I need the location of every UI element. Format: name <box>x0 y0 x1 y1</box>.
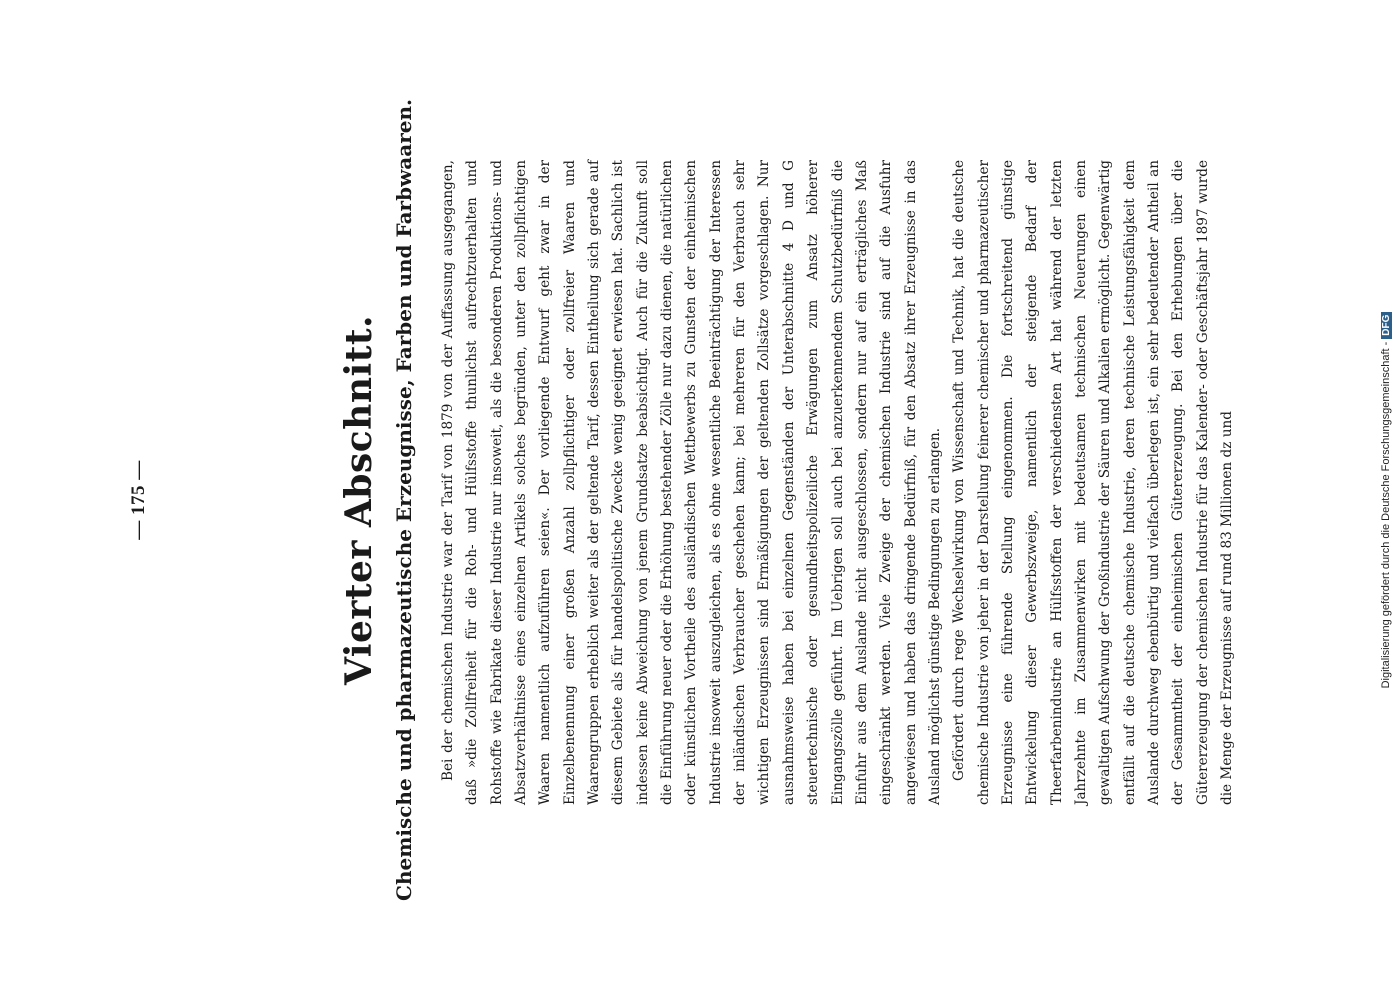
credit-text: Digitalisierung gefördert durch die Deutsche Forschungsgemeinschaft - <box>1380 341 1392 689</box>
section-subtitle: Chemische und pharmazeutische Erzeugnisse, Farben und Farbwaaren. <box>392 99 416 901</box>
dfg-logo: DFG <box>1381 312 1392 339</box>
paragraph: Gefördert durch rege Wechselwirkung von Wissenschaft und Technik, hat die deutsche chemische Industrie von jeher in der Darstellung feinerer chemischer und pharmazeutischer Erzeugnisse eine führende Stellung eingenommen. Die fortschreitend günstige Entwickelung dieser Gewerbszweige, namentlich der steigende Bedarf der Theerfarbenindustrie an Hülfsstoffen der verschiedensten Art hat während der letzten Jahrzehnte im Zusammenwirken mit bedeutsamen technischen Neuerungen einen gewaltigen Aufschwung der Großindustrie der Säuren und Alkalien ermöglicht. Gegenwärtig entfällt auf die deutsche chemische Industrie, deren technische Leistungsfähigkeit dem Auslande durchweg ebenbürtig und vielfach überlegen ist, ein sehr bedeutender Antheil an der Gesammtheit der einheimischen Gütererzeugung. Bei den Erhebungen über die Gütererzeugung der chemischen Industrie für das Kalender- oder Geschäftsjahr 1897 wurde die Menge der Erzeugnisse auf rund 83 Millionen dz und <box>951 160 1235 805</box>
paragraph: Bei der chemischen Industrie war der Tarif von 1879 von der Auffassung ausgegangen, daß »die Zollfreiheit für die Roh- und Hülfsstoffe thunlichst aufrechtzuerhalten und Rohstoffe wie Fabrikate dieser Industrie nur insoweit, als die besonderen Produktions- und Absatzverhältnisse eines einzelnen Artikels solches begründen, unter den zollpflichtigen Waaren namentlich aufzuführen seien«. Der vorliegende Entwurf geht zwar in der Einzelbenennung einer großen Anzahl zollpflichtiger oder zollfreier Waaren und Waarengruppen erheblich weiter als der geltende Tarif, dessen Eintheilung sich gerade auf diesem Gebiete als für handelspolitische Zwecke wenig geeignet erwiesen hat. Sachlich ist indessen keine Abweichung von jenem Grundsatze beabsichtigt. Auch für die Zukunft soll die Einführung neuer oder die Erhöhung bestehender Zölle nur dazu dienen, die natürlichen oder künstlichen Vortheile des ausländischen Wettbewerbs zu Gunsten der einheimischen Industrie insoweit auszugleichen, als es ohne wesentliche Beeinträchtigung der Interessen der inländischen Verbraucher geschehen kann; bei mehreren für den Verbrauch sehr wichtigen Erzeugnissen sind Ermäßigungen der geltenden Zollsätze vorgeschlagen. Nur ausnahmsweise haben bei einzelnen Gegenständen der Unterabschnitte 4 D und G steuertechnische oder gesundheitspolizeiliche Erwägungen zum Ansatz höherer Eingangszölle geführt. Im Uebrigen soll auch bei anzuerkennendem Schutzbedürfniß die Einfuhr aus dem Auslande nicht ausgeschlossen, sondern nur auf ein erträgliches Maß eingeschränkt werden. Viele Zweige der chemischen Industrie sind auf die Ausfuhr angewiesen und haben das dringende Bedürfniß, für den Absatz ihrer Erzeugnisse in das Ausland möglichst günstige Bedingungen zu erlangen. <box>440 160 943 805</box>
section-title: Vierter Abschnitt. <box>338 315 380 685</box>
body-text <box>436 160 1239 805</box>
digitization-credit <box>1380 0 1392 1000</box>
page-number: — 175 — <box>128 460 149 540</box>
